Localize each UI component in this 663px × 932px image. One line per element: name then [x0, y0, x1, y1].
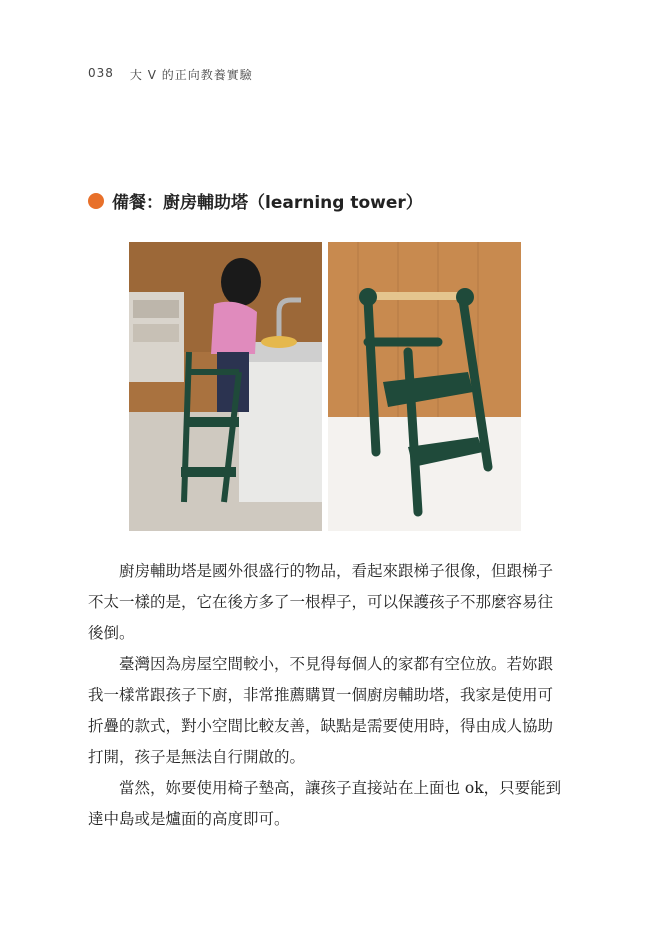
body-text: [88, 556, 568, 835]
photo-child-on-tower: [129, 242, 322, 531]
section-heading: [88, 188, 423, 213]
paragraph: 廚房輔助塔是國外很盛行的物品，看起來跟梯子很像，但跟梯子不太一樣的是，它在後方多了一根桿子，可以保護孩子不那麼容易往後倒。: [88, 562, 554, 642]
orange-dot-icon: [88, 193, 104, 209]
book-title: 大 V 的正向教養實驗: [129, 68, 253, 82]
page-header: [88, 66, 253, 83]
photo-learning-tower: [328, 242, 521, 531]
section-title-text: 備餐：廚房輔助塔（learning tower）: [112, 193, 423, 213]
paragraph: 臺灣因為房屋空間較小，不見得每個人的家都有空位放。若妳跟我一樣常跟孩子下廚，非常推薦購買一個廚房輔助塔，我家是使用可折疊的款式，對小空間比較友善，缺點是需要使用時，得由成人協助打開，孩子是無法自行開啟的。: [88, 655, 554, 766]
page-number: 038: [88, 66, 114, 80]
paragraph: 當然，妳要使用椅子墊高，讓孩子直接站在上面也 ok，只要能到達中島或是爐面的高度即可。: [88, 779, 562, 828]
